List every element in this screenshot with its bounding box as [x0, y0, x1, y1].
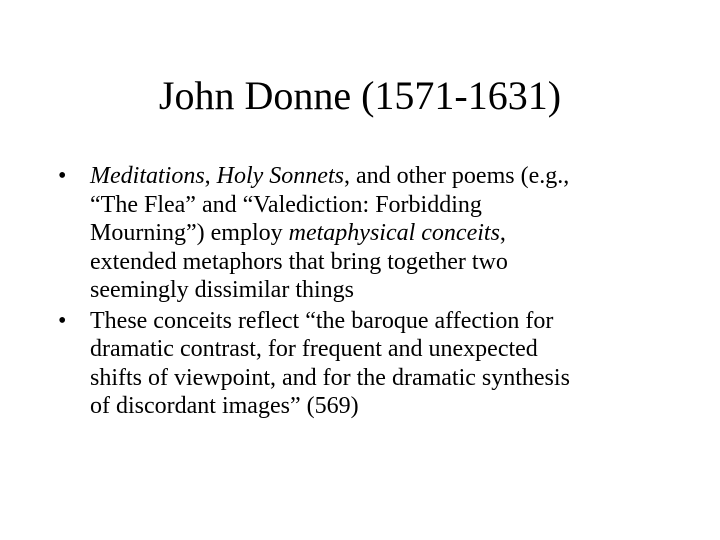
- bullet-item: [58, 162, 668, 305]
- italic-text: metaphysical conceits: [288, 220, 500, 246]
- bullet-line: [90, 219, 668, 248]
- text-segment: , and other poems (e.g.,: [343, 163, 570, 189]
- bullet-line: [90, 335, 668, 364]
- bullet-line: [90, 191, 668, 220]
- text-segment: “The Flea” and “Valediction: Forbidding: [90, 191, 482, 218]
- bullet-marker: •: [58, 163, 67, 189]
- bullet-marker: •: [58, 307, 67, 334]
- text-segment: Mourning”) employ: [90, 220, 289, 246]
- text-segment: dramatic contrast, for frequent and unexpected: [90, 336, 538, 362]
- italic-text: Holy Sonnets: [216, 163, 344, 189]
- bullet-line: [90, 162, 668, 191]
- text-segment: of discordant images” (569): [90, 393, 359, 419]
- bullet-item: [58, 307, 668, 421]
- text-segment: seemingly dissimilar things: [90, 277, 354, 303]
- bullet-list: [58, 162, 668, 423]
- italic-text: Meditations: [90, 163, 205, 189]
- bullet-line: [90, 307, 668, 336]
- bullet-line: [90, 276, 668, 305]
- text-segment: ,: [499, 220, 506, 246]
- bullet-line: [90, 364, 668, 393]
- slide-title: John Donne (1571-1631): [158, 73, 562, 118]
- text-segment: extended metaphors that bring together two: [90, 248, 508, 275]
- text-segment: shifts of viewpoint, and for the dramatic synthesis: [90, 364, 570, 391]
- bullet-line: [90, 248, 668, 277]
- text-segment: ,: [204, 163, 217, 189]
- bullet-line: [90, 392, 668, 421]
- text-segment: These conceits reflect “the baroque affection for: [90, 307, 554, 334]
